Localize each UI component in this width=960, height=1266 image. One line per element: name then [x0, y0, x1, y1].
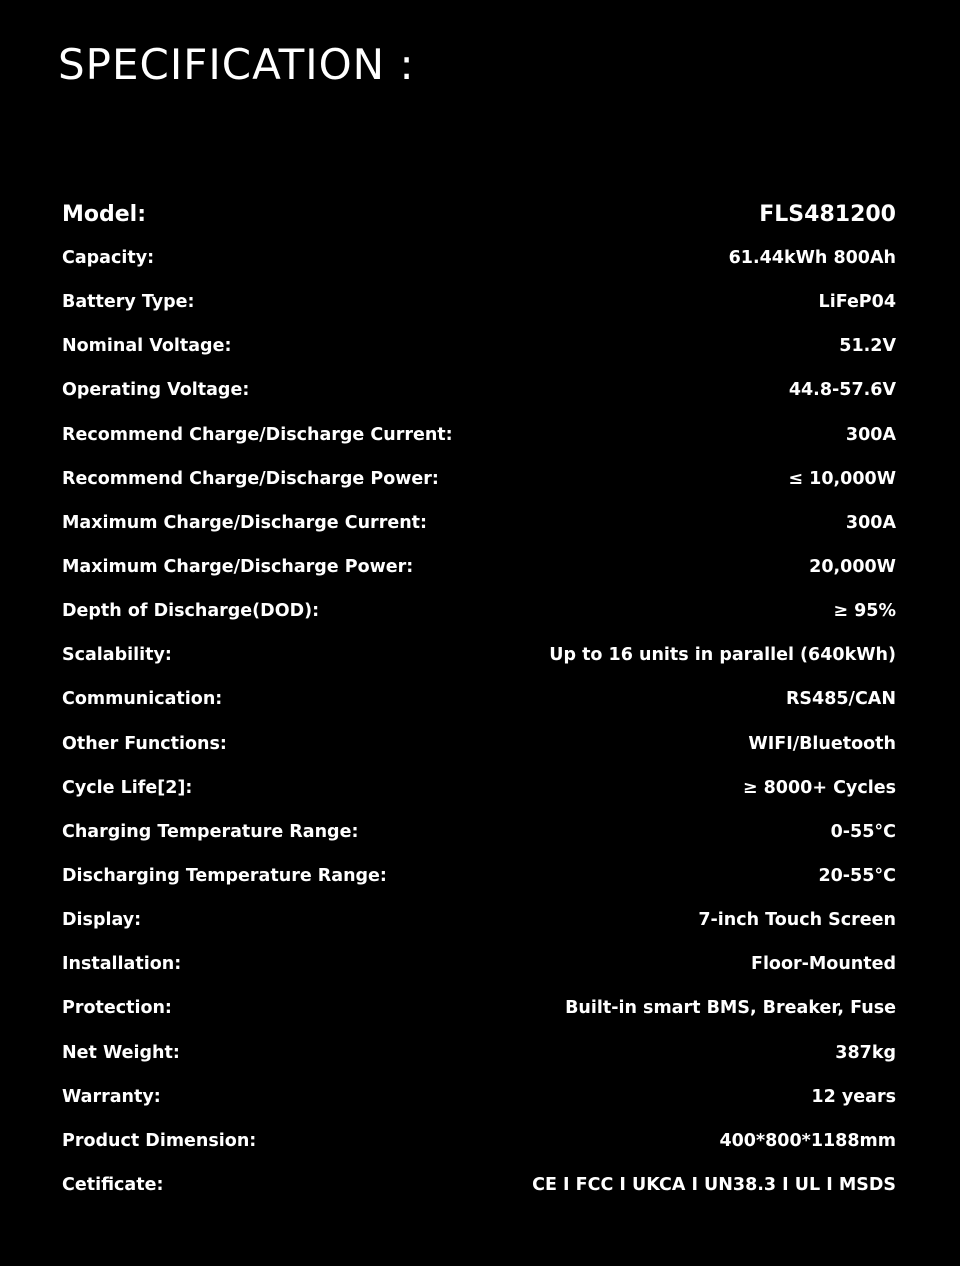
spec-label: Scalability: — [62, 645, 172, 666]
model-label: Model: — [62, 201, 147, 227]
spec-label: Cetificate: — [62, 1175, 164, 1196]
spec-value: 20-55°C — [818, 866, 896, 887]
spec-value: 7-inch Touch Screen — [698, 910, 896, 931]
spec-row — [62, 766, 896, 810]
spec-value: ≤ 10,000W — [788, 468, 896, 489]
spec-label: Maximum Charge/Discharge Power: — [62, 557, 414, 578]
spec-value: Built-in smart BMS, Breaker, Fuse — [565, 998, 896, 1019]
spec-row-model — [62, 192, 896, 236]
spec-label: Battery Type: — [62, 292, 195, 313]
spec-row — [62, 413, 896, 457]
spec-value: Floor-Mounted — [750, 954, 896, 975]
page-title: SPECIFICATION : — [58, 40, 415, 89]
spec-label: Discharging Temperature Range: — [62, 866, 387, 887]
spec-label: Recommend Charge/Discharge Current: — [62, 424, 453, 445]
spec-label: Capacity: — [62, 248, 155, 269]
spec-row — [62, 501, 896, 545]
spec-value: RS485/CAN — [785, 689, 896, 710]
spec-value: ≥ 95% — [833, 601, 896, 622]
spec-label: Cycle Life[2]: — [62, 777, 193, 798]
spec-value: 300A — [845, 424, 896, 445]
spec-value: 20,000W — [809, 557, 896, 578]
spec-row — [62, 236, 896, 280]
spec-value: Up to 16 units in parallel (640kWh) — [549, 645, 896, 666]
model-value: FLS481200 — [759, 201, 896, 227]
spec-label: Nominal Voltage: — [62, 336, 232, 357]
spec-value: 400*800*1188mm — [719, 1130, 896, 1151]
spec-label: Other Functions: — [62, 733, 227, 754]
spec-row — [62, 854, 896, 898]
spec-label: Protection: — [62, 998, 172, 1019]
spec-label: Installation: — [62, 954, 182, 975]
spec-row — [62, 1031, 896, 1075]
spec-value: LiFeP04 — [818, 292, 896, 313]
spec-value: 51.2V — [839, 336, 896, 357]
spec-label: Net Weight: — [62, 1042, 180, 1063]
spec-value: ≥ 8000+ Cycles — [742, 777, 896, 798]
spec-value: 12 years — [811, 1086, 896, 1107]
spec-label: Maximum Charge/Discharge Current: — [62, 512, 428, 533]
spec-label: Display: — [62, 910, 142, 931]
spec-label: Communication: — [62, 689, 223, 710]
spec-row — [62, 942, 896, 986]
spec-row — [62, 589, 896, 633]
spec-label: Warranty: — [62, 1086, 161, 1107]
spec-row — [62, 1163, 896, 1207]
spec-value: 387kg — [835, 1042, 896, 1063]
spec-value: 44.8-57.6V — [788, 380, 896, 401]
spec-value: 61.44kWh 800Ah — [728, 248, 896, 269]
spec-row — [62, 633, 896, 677]
spec-row — [62, 324, 896, 368]
spec-row — [62, 722, 896, 766]
spec-row — [62, 810, 896, 854]
spec-table — [62, 192, 896, 1207]
spec-label: Operating Voltage: — [62, 380, 250, 401]
spec-row — [62, 280, 896, 324]
spec-label: Depth of Discharge(DOD): — [62, 601, 320, 622]
spec-value: WIFI/Bluetooth — [748, 733, 896, 754]
spec-row — [62, 368, 896, 412]
spec-row — [62, 457, 896, 501]
spec-row — [62, 545, 896, 589]
spec-row — [62, 986, 896, 1030]
spec-value: 0-55°C — [830, 821, 896, 842]
spec-label: Recommend Charge/Discharge Power: — [62, 468, 439, 489]
spec-label: Charging Temperature Range: — [62, 821, 359, 842]
spec-row — [62, 1075, 896, 1119]
spec-value: CE I FCC I UKCA I UN38.3 I UL I MSDS — [532, 1175, 896, 1196]
spec-row — [62, 677, 896, 721]
spec-value: 300A — [845, 512, 896, 533]
spec-row — [62, 898, 896, 942]
spec-row — [62, 1119, 896, 1163]
spec-label: Product Dimension: — [62, 1130, 257, 1151]
